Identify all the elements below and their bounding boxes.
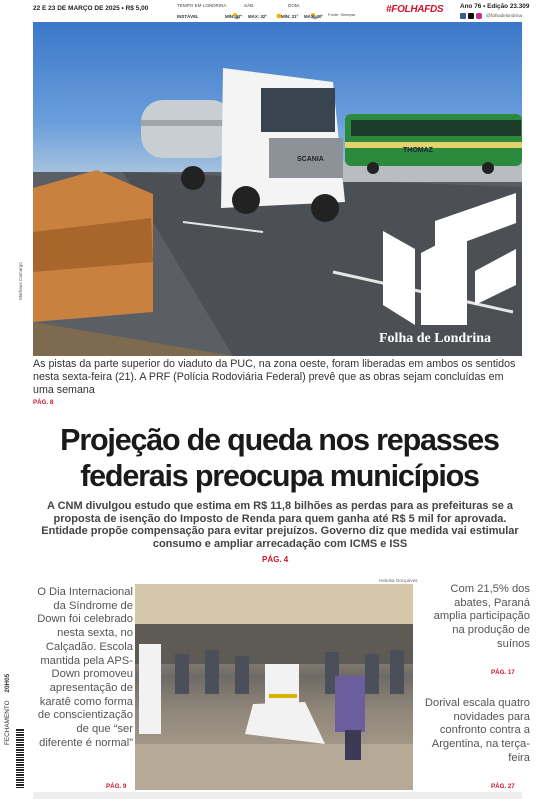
weather-source: Fonte: Simepar	[328, 12, 356, 17]
hashtag-folhafds[interactable]: #FOLHAFDS	[386, 4, 444, 15]
right-story-1-page[interactable]: PÁG. 17	[491, 669, 515, 676]
hero-caption-page[interactable]: PÁG. 8	[33, 399, 54, 406]
weather-saturday-label: SÁB.	[244, 3, 255, 8]
top-bar	[0, 0, 559, 22]
main-deck: A CNM divulgou estudo que estima em R$ 11,8 bilhões as perdas para as prefeituras se a proposta de isenção do Imposto de Renda para quem ganha até R$ 5 mil for aprovada. Entidade propõe compensação para evitar prejuízos. Governo diz que medida vai estimular consumo e ampliar arrecadação com ICMS e ISS	[41, 500, 519, 550]
photo-credit: Matheus Camargo	[18, 262, 23, 300]
facebook-icon[interactable]	[460, 13, 466, 19]
closing-time: 20H05	[4, 673, 11, 693]
right-story-1-text: Com 21,5% dos abates, Paraná amplia participação na produção de suínos	[433, 583, 530, 650]
edition-number: Ano 76 • Edição 23.309	[460, 3, 530, 10]
left-story-text: O Dia Internacional da Síndrome de Down foi celebrado nesta sexta, no Calçadão. Escola mantida pela APS-Down promoveu apresentação de karatê como forma de conscientização de que “ser diferente é normal”	[37, 586, 133, 749]
bottom-rule	[33, 792, 522, 799]
weather-title: TEMPO EM LONDRINA	[177, 3, 227, 8]
right-story-2-page[interactable]: PÁG. 27	[491, 783, 515, 790]
barcode	[16, 728, 24, 788]
closing-label	[4, 674, 11, 745]
truck-brand: SCANIA	[297, 156, 324, 163]
right-story-2-text: Dorival escala quatro novidades para confronto contra a Argentina, na terça-feira	[424, 697, 530, 764]
weather-sunday-max: MÁX: 30º	[304, 14, 323, 19]
weather-min-today: MÍN: 17º	[225, 14, 243, 19]
left-story-page[interactable]: PÁG. 9	[106, 783, 127, 790]
headline-line-2: federais preocupa municípios	[80, 459, 479, 493]
social-links	[460, 12, 522, 19]
issue-date: 22 E 23 DE MARÇO DE 2025 • R$ 5,00	[33, 5, 149, 12]
bus-label: THOMAZ	[403, 147, 433, 154]
headline-line-1: Projeção de queda nos repasses	[60, 423, 499, 457]
social-handle: @folhadelondrina	[486, 13, 523, 18]
karate-photo	[135, 584, 413, 790]
hero-caption: As pistas da parte superior do viaduto da PUC, na zona oeste, foram liberadas em ambos os sentidos nesta sexta-feira (21). A PRF (Polícia Rodoviária Federal) prevê que as obras sejam concluídas em uma semana	[33, 358, 516, 396]
x-icon[interactable]	[468, 13, 474, 19]
weather-sunday-min: MÍN: 21º	[281, 14, 299, 19]
main-story-page[interactable]: PÁG. 4	[262, 555, 289, 564]
weather-saturday-max: MÁX: 32º	[248, 14, 267, 19]
masthead-title[interactable]: Folha de Londrina	[379, 331, 492, 346]
weather-condition: INSTÁVEL	[177, 14, 199, 19]
folha-logo-icon	[383, 193, 516, 325]
photo2-credit: Heloísa Gonçalves	[379, 578, 418, 583]
weather-sunday-label: DOM.	[288, 3, 300, 8]
instagram-icon[interactable]	[476, 13, 482, 19]
closing-label-text: FECHAMENTO	[4, 700, 11, 745]
main-headline[interactable]	[0, 422, 559, 494]
